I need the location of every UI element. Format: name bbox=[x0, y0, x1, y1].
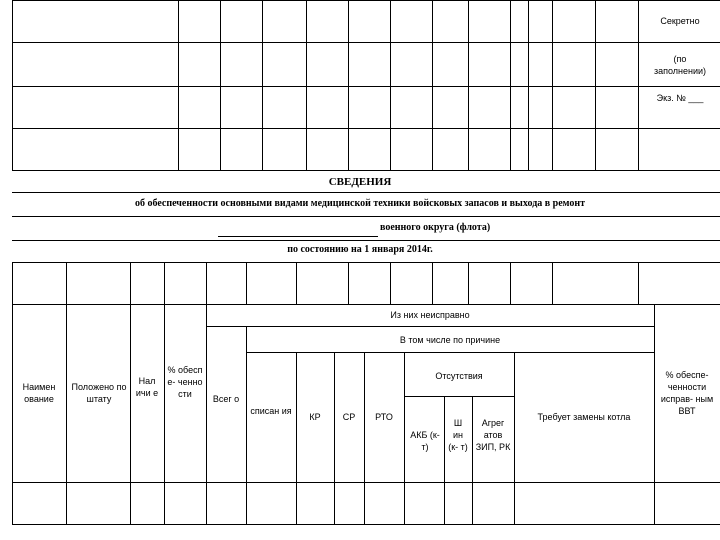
grid-line bbox=[432, 0, 433, 170]
col-rto: РТО bbox=[375, 412, 393, 422]
col-total: Всег о bbox=[212, 394, 240, 404]
grid-line bbox=[246, 352, 654, 353]
grid-line bbox=[12, 240, 720, 241]
grid-line bbox=[296, 262, 297, 304]
grid-line bbox=[514, 352, 515, 524]
grid-line bbox=[164, 304, 165, 524]
col-aggregates: Агрег атов ЗИП, РК bbox=[475, 418, 511, 452]
group-absence: Отсутствия bbox=[435, 371, 483, 381]
grid-line bbox=[404, 396, 514, 397]
col-akb: АКБ (к-т) bbox=[410, 430, 440, 452]
group-faulty: Из них неисправно bbox=[390, 310, 470, 320]
grid-line bbox=[390, 0, 391, 170]
secret-label: Секретно bbox=[660, 16, 700, 26]
grid-line bbox=[638, 0, 639, 170]
grid-line bbox=[12, 262, 720, 263]
grid-line bbox=[528, 0, 529, 170]
grid-line bbox=[246, 326, 247, 524]
col-sr: СР bbox=[342, 412, 356, 422]
col-pct-provision: % обесп е- ченно сти bbox=[167, 365, 203, 399]
grid-line bbox=[334, 352, 335, 524]
grid-line bbox=[348, 262, 349, 304]
col-written-off: списан ия bbox=[250, 406, 292, 416]
grid-line bbox=[12, 0, 720, 1]
copy-number: Экз. № ___ bbox=[656, 93, 704, 103]
grid-line bbox=[206, 262, 207, 304]
grid-line bbox=[66, 304, 67, 524]
col-tires: Ш ин (к- т) bbox=[448, 418, 468, 452]
col-by-staff: Положено по штату bbox=[71, 382, 127, 404]
grid-line bbox=[12, 42, 720, 43]
district-blank bbox=[218, 236, 378, 237]
fill-note: (по заполнении) bbox=[653, 54, 707, 76]
grid-line bbox=[468, 262, 469, 304]
grid-line bbox=[444, 396, 445, 524]
document-title: СВЕДЕНИЯ bbox=[328, 176, 392, 188]
grid-line bbox=[552, 0, 553, 170]
grid-line bbox=[510, 262, 511, 304]
grid-line bbox=[12, 0, 13, 170]
grid-line bbox=[12, 304, 720, 305]
col-available: Нал ичи е bbox=[135, 376, 159, 398]
col-pct-serviceable: % обеспе- ченности исправ- ным ВВТ bbox=[660, 370, 714, 416]
grid-line bbox=[12, 304, 13, 524]
grid-line bbox=[552, 262, 553, 304]
grid-line bbox=[510, 0, 511, 170]
col-kr: КР bbox=[309, 412, 321, 422]
grid-line bbox=[306, 0, 307, 170]
grid-line bbox=[12, 192, 720, 193]
grid-line bbox=[12, 482, 720, 483]
grid-line bbox=[390, 262, 391, 304]
grid-line bbox=[130, 262, 131, 304]
grid-line bbox=[246, 262, 247, 304]
grid-line bbox=[66, 262, 67, 304]
grid-line bbox=[12, 262, 13, 304]
grid-line bbox=[12, 86, 720, 87]
grid-line bbox=[262, 0, 263, 170]
grid-line bbox=[348, 0, 349, 170]
col-name: Наимен ование bbox=[22, 382, 56, 404]
grid-line bbox=[472, 396, 473, 524]
grid-line bbox=[296, 352, 297, 524]
grid-line bbox=[12, 170, 720, 171]
document-subtitle: об обеспеченности основными видами медицинской техники войсковых запасов и выхода в ремонт bbox=[134, 198, 586, 209]
date-line: по состоянию на 1 января 2014г. bbox=[287, 244, 433, 255]
grid-line bbox=[654, 304, 655, 524]
grid-line bbox=[432, 262, 433, 304]
grid-line bbox=[220, 0, 221, 170]
grid-line bbox=[364, 352, 365, 524]
grid-line bbox=[12, 216, 720, 217]
grid-line bbox=[595, 0, 596, 170]
col-boiler: Требует замены котла bbox=[537, 412, 631, 422]
grid-line bbox=[206, 326, 654, 327]
grid-line bbox=[206, 304, 207, 524]
grid-line bbox=[164, 262, 165, 304]
district-label: военного округа (флота) bbox=[380, 222, 491, 233]
grid-line bbox=[178, 0, 179, 170]
grid-line bbox=[468, 0, 469, 170]
group-reason: В том числе по причине bbox=[399, 335, 501, 345]
grid-line bbox=[638, 262, 639, 304]
grid-line bbox=[12, 128, 720, 129]
grid-line bbox=[130, 304, 131, 524]
grid-line bbox=[12, 524, 720, 525]
